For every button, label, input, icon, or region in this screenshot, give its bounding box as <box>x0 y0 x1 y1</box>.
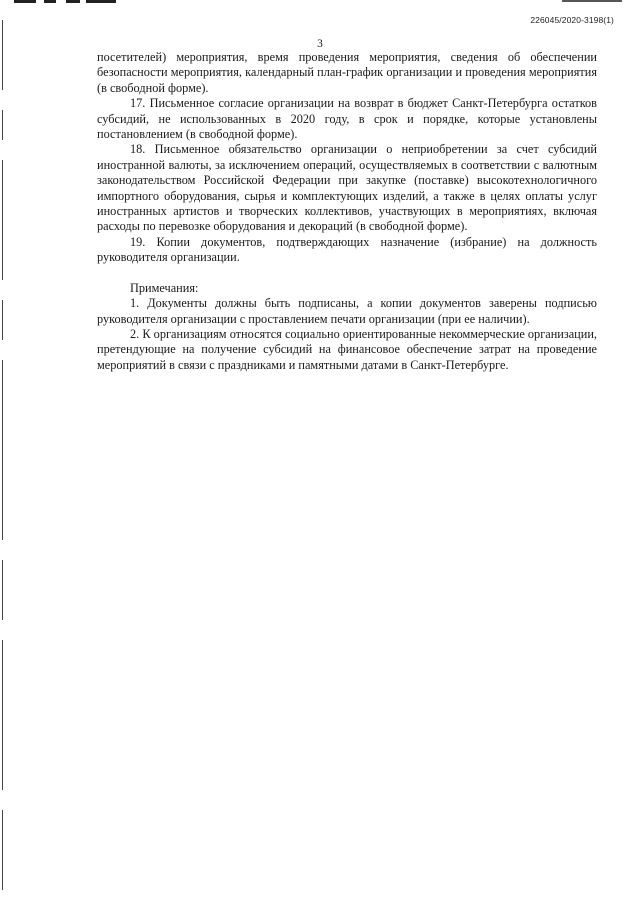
note-1: 1. Документы должны быть подписаны, а копии документов заверены подписью руководителя организации с проставлением печати организации (при ее наличии). <box>97 296 597 326</box>
note-2: 2. К организациям относятся социально ориентированные некоммерческие организации, претендующие на получение субсидий на финансовое обеспечение затрат на проведение мероприятий в связи с праздниками и памятными датами в Санкт-Петербурге. <box>97 326 597 372</box>
spacer <box>97 266 597 281</box>
notes-heading: Примечания: <box>130 280 199 295</box>
scan-artifact-top <box>14 0 124 4</box>
paragraph-continuation: посетителей) мероприятия, время проведения мероприятия, сведения об обеспечении безопасности мероприятия, календарный план-график организации и проведения мероприятия (в свободной форме). <box>97 50 597 95</box>
page-number: 3 <box>317 38 323 50</box>
list-item-18: 18. Письменное обязательство организации о неприобретении за счет субсидий иностранной валюты, за исключением операций, осуществляемых в соответствии с валютным законодательством Российской Федерации при закупке (поставке) высокотехнологичного импортного оборудования, сырья и комплектующих изделий, а также в целях оплаты услуг иностранных артистов и творческих коллективов, участвующих в мероприятиях, включая расходы по перевозке оборудования и декораций (в свободной форме). <box>97 142 597 234</box>
list-item-17: 17. Письменное согласие организации на возврат в бюджет Санкт-Петербурга остатков субсидий, не использованных в 2020 году, в срок и порядке, которые установлены постановлением (в свободной форме). <box>97 96 597 142</box>
scan-artifact-top-right <box>562 0 622 2</box>
document-registration-number: 226045/2020-3198(1) <box>530 15 614 25</box>
scan-artifact-left-edge <box>0 0 6 905</box>
document-body <box>97 50 597 373</box>
list-item-19: 19. Копии документов, подтверждающих назначение (избрание) на должность руководителя организации. <box>97 234 597 265</box>
